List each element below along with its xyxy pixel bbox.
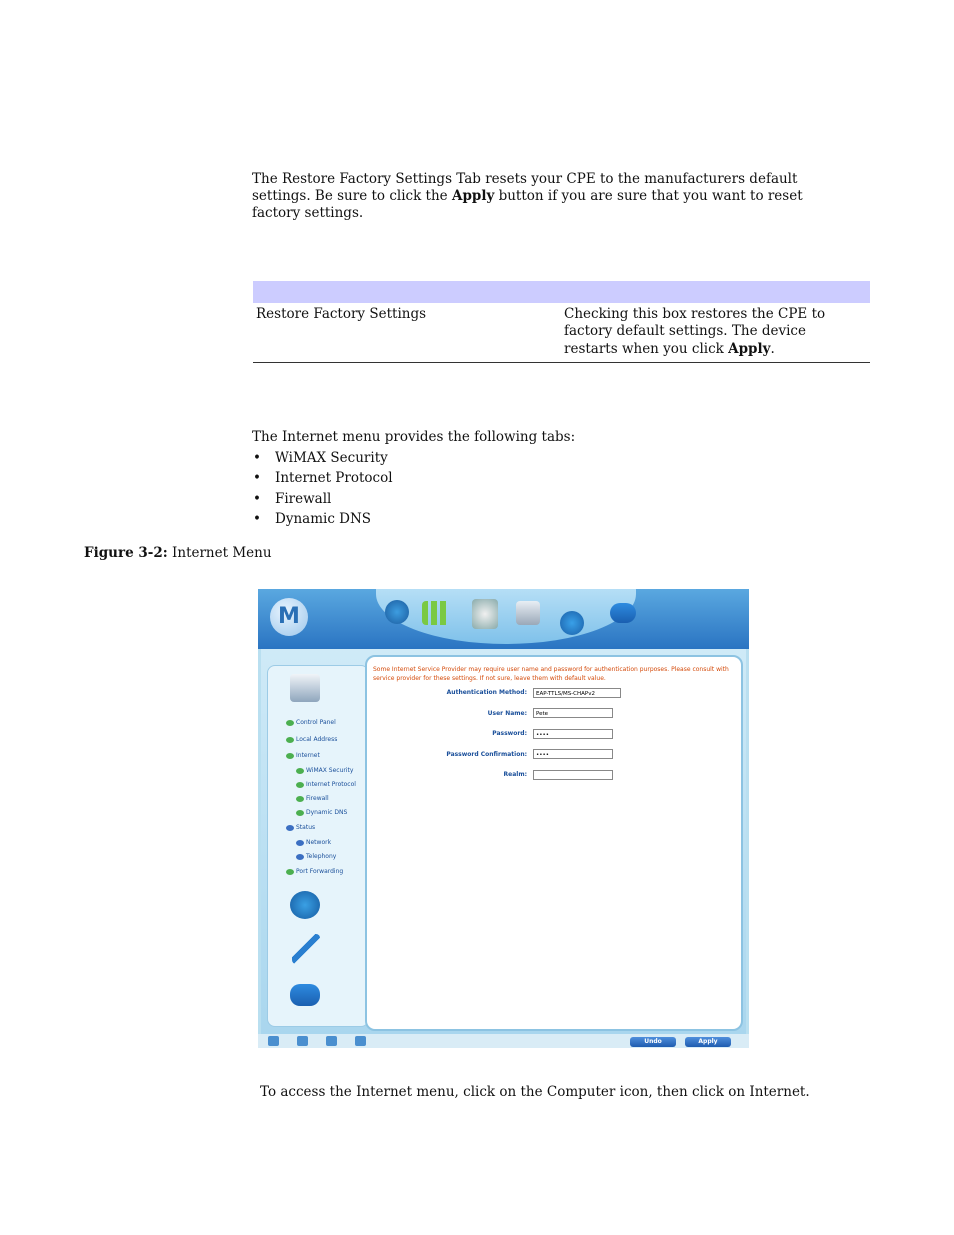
intro-apply-bold: Apply bbox=[451, 188, 495, 204]
network-icon bbox=[296, 840, 304, 846]
globe-icon[interactable] bbox=[385, 600, 409, 624]
access-instruction: To access the Internet menu, click on the Computer icon, then click on Internet. bbox=[260, 1084, 810, 1100]
realm-label: Realm: bbox=[503, 771, 527, 778]
table-row-description bbox=[564, 306, 864, 358]
sidebar-item-network[interactable] bbox=[296, 839, 331, 846]
desc-line-3-post: . bbox=[770, 341, 775, 357]
user-name-input[interactable]: Pete bbox=[533, 708, 613, 718]
sidebar-item-label: WiMAX Security bbox=[306, 767, 354, 774]
intro-line-2-pre: settings. Be sure to click the bbox=[252, 188, 452, 204]
undo-button[interactable]: Undo bbox=[630, 1037, 676, 1047]
intro-paragraph bbox=[252, 171, 852, 222]
motorola-logo: M bbox=[270, 598, 308, 636]
internet-menu-screenshot bbox=[258, 589, 749, 1048]
computer-icon[interactable] bbox=[516, 601, 540, 625]
telephony-small-icon bbox=[296, 854, 304, 860]
desc-apply-bold: Apply bbox=[728, 341, 771, 357]
sidebar-item-telephony[interactable] bbox=[296, 853, 336, 860]
sidebar-item-port-forwarding[interactable] bbox=[286, 868, 343, 875]
internet-tabs-list bbox=[253, 448, 393, 529]
desc-line-1: Checking this box restores the CPE to bbox=[564, 306, 826, 322]
refresh-icon[interactable] bbox=[326, 1036, 337, 1046]
reload-icon[interactable] bbox=[355, 1036, 366, 1046]
status-icon bbox=[286, 825, 294, 831]
auth-note: Some Internet Service Provider may require user name and password for authentication purposes. Please consult with service provider for these settings. If not sure, leave them with default value. bbox=[373, 666, 729, 682]
figure-title: Internet Menu bbox=[167, 545, 272, 561]
signal-bars-icon[interactable] bbox=[422, 601, 452, 625]
desc-line-3-pre: restarts when you click bbox=[564, 341, 729, 357]
computer-icon[interactable] bbox=[290, 674, 320, 702]
figure-label: Figure 3-2: bbox=[84, 545, 168, 561]
auth-method-select[interactable]: EAP-TTLS/MS-CHAPv2 bbox=[533, 688, 621, 698]
realm-input[interactable] bbox=[533, 770, 613, 780]
table-row-label: Restore Factory Settings bbox=[256, 306, 427, 322]
intro-line-2 bbox=[252, 188, 852, 205]
sidebar-item-wimax-security[interactable] bbox=[296, 767, 353, 774]
leaf-icon bbox=[286, 869, 294, 875]
sidebar-item-label: Dynamic DNS bbox=[306, 809, 348, 816]
tools-icon[interactable] bbox=[292, 934, 320, 964]
sidebar-item-label: Firewall bbox=[306, 795, 329, 802]
auth-method-label: Authentication Method: bbox=[446, 689, 527, 696]
sidebar-item-label: Port Forwarding bbox=[296, 868, 344, 875]
sidebar-item-label: Telephony bbox=[306, 853, 337, 860]
list-item: • WiMAX Security bbox=[253, 448, 393, 468]
sidebar-item-label: Local Address bbox=[296, 736, 338, 743]
apply-button[interactable]: Apply bbox=[685, 1037, 731, 1047]
leaf-icon bbox=[296, 810, 304, 816]
leaf-icon bbox=[296, 796, 304, 802]
wifi-icon[interactable] bbox=[290, 984, 320, 1006]
sidebar-item-firewall[interactable] bbox=[296, 795, 329, 802]
desc-line-2: factory default settings. The device bbox=[564, 323, 806, 339]
home-icon[interactable] bbox=[268, 1036, 279, 1046]
sidebar-item-label: Internet bbox=[296, 752, 320, 759]
app-header bbox=[258, 589, 749, 649]
desc-line-3 bbox=[564, 341, 864, 358]
intro-line-2-post: button if you are sure that you want to reset bbox=[494, 188, 803, 204]
intro-line-1: The Restore Factory Settings Tab resets your CPE to the manufacturers default bbox=[252, 171, 798, 187]
leaf-icon bbox=[286, 753, 294, 759]
password-label: Password: bbox=[492, 730, 527, 737]
telephony-icon[interactable] bbox=[560, 611, 584, 635]
internet-intro: The Internet menu provides the following tabs: bbox=[252, 429, 576, 445]
sidebar-item-local-address[interactable] bbox=[286, 736, 337, 743]
sidebar-item-status[interactable] bbox=[286, 824, 315, 831]
password-confirm-input[interactable]: •••• bbox=[533, 749, 613, 759]
settings-panel bbox=[365, 655, 743, 1031]
figure-caption bbox=[84, 545, 272, 562]
password-input[interactable]: •••• bbox=[533, 729, 613, 739]
wifi-icon[interactable] bbox=[610, 603, 636, 623]
sidebar bbox=[267, 665, 369, 1027]
leaf-icon bbox=[286, 720, 294, 726]
sidebar-item-label: Internet Protocol bbox=[306, 781, 356, 788]
leaf-icon bbox=[296, 768, 304, 774]
list-item: • Internet Protocol bbox=[253, 468, 393, 488]
table-bottom-rule bbox=[253, 362, 870, 363]
sidebar-item-control-panel[interactable] bbox=[286, 719, 336, 726]
antenna-tower-icon[interactable] bbox=[472, 599, 498, 629]
phone-icon[interactable] bbox=[290, 891, 320, 919]
sidebar-item-internet[interactable] bbox=[286, 752, 320, 759]
table-header bbox=[253, 281, 870, 303]
sidebar-item-internet-protocol[interactable] bbox=[296, 781, 356, 788]
cursor-icon[interactable] bbox=[297, 1036, 308, 1046]
header-dome bbox=[376, 589, 636, 644]
leaf-icon bbox=[286, 737, 294, 743]
list-item: • Dynamic DNS bbox=[253, 509, 393, 529]
sidebar-item-label: Status bbox=[296, 824, 316, 831]
intro-line-3: factory settings. bbox=[252, 205, 364, 221]
sidebar-item-label: Network bbox=[306, 839, 332, 846]
sidebar-item-label: Control Panel bbox=[296, 719, 336, 726]
sidebar-item-dynamic-dns[interactable] bbox=[296, 809, 347, 816]
list-item: • Firewall bbox=[253, 489, 393, 509]
password-confirm-label: Password Confirmation: bbox=[446, 751, 527, 758]
leaf-icon bbox=[296, 782, 304, 788]
user-name-label: User Name: bbox=[487, 710, 527, 717]
